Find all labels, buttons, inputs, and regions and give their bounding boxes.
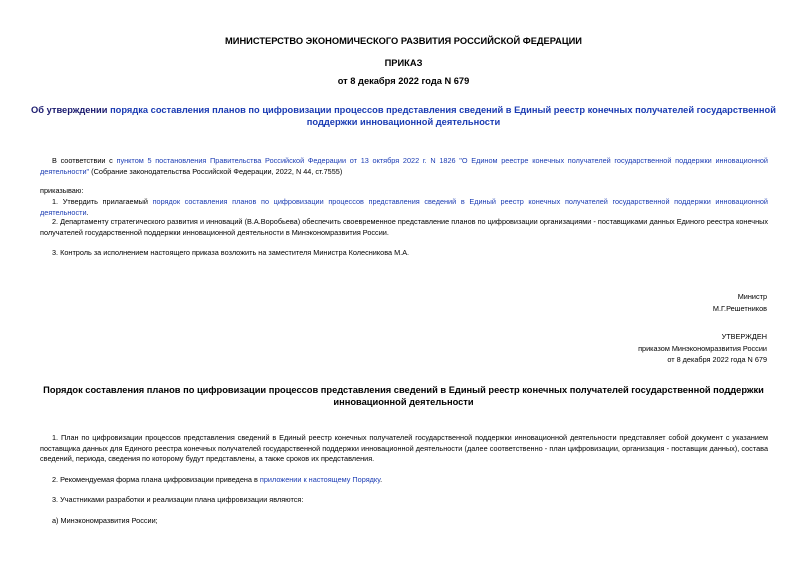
item-1-end: . <box>86 207 89 217</box>
order-p2-end: . <box>380 475 383 484</box>
item-1-link[interactable]: порядок составления планов по цифровизации процессов представления сведений в Единый реестр конечных получателей государственной поддержки инновационной деятельности <box>40 197 768 217</box>
signature-name: М.Г.Решетников <box>712 303 767 313</box>
order-paragraph-2 <box>40 475 768 486</box>
preamble-source: (Собрание законодательства Российской Федерации, 2022, N 44, ст.7555) <box>89 166 343 176</box>
approved-block <box>638 331 767 366</box>
approved-date: от 8 декабря 2022 года N 679 <box>667 355 767 364</box>
preamble-text: В соответствии с <box>52 156 117 165</box>
date-number-heading: от 8 декабря 2022 года N 679 <box>337 76 470 86</box>
preamble-link[interactable]: пунктом 5 постановления Правительства Российской Федерации от 13 октября 2022 г. N 1826 "О Едином реестре конечных получателей государственной поддержки инновационной деятельности" <box>40 156 769 176</box>
order-paragraph-3: 3. Участниками разработки и реализации плана цифровизации являются: <box>52 495 304 504</box>
item-3-paragraph: 3. Контроль за исполнением настоящего приказа возложить на заместителя Министра Колесникова М.А. <box>52 248 410 257</box>
order-title: Порядок составления планов по цифровизации процессов представления сведений в Единый реестр конечных получателей государственной поддержки инновационной деятельности <box>43 385 764 407</box>
approved-label: УТВЕРЖДЕН <box>721 332 767 341</box>
title-link[interactable]: порядка составления планов по цифровизации процессов представления сведений в Единый реестр конечных получателей государственной поддержки инновационной деятельности <box>110 105 776 127</box>
order-paragraph-1: 1. План по цифровизации процессов представления сведений в Единый реестр конечных получателей государственной поддержки инновационной деятельности представляет собой документ с указанием поставщика данных для Единого реестра конечных получателей государственной поддержки инновационной деятельности (далее соответственно - план цифровизации, организация - поставщик данных), состава сведений, периода, сведения по которому будут представлены, а также сроков их представления. <box>40 433 768 464</box>
signature-block <box>713 291 767 314</box>
item-1-text: 1. Утвердить прилагаемый <box>52 197 153 206</box>
item-1-paragraph <box>40 197 768 218</box>
title-prefix: Об утверждении <box>31 105 111 115</box>
preamble-paragraph <box>40 156 768 177</box>
order-p2-text: 2. Рекомендуемая форма плана цифровизации приведена в <box>52 475 260 484</box>
document-title <box>30 104 777 128</box>
doc-type-heading: ПРИКАЗ <box>384 58 423 68</box>
ministry-heading: МИНИСТЕРСТВО ЭКОНОМИЧЕСКОГО РАЗВИТИЯ РОССИЙСКОЙ ФЕДЕРАЦИИ <box>225 36 582 46</box>
prikazyvayu-text: приказываю: <box>40 186 84 195</box>
approved-by: приказом Минэкономразвития России <box>638 343 767 353</box>
order-paragraph-3a: а) Минэкономразвития России; <box>52 516 158 525</box>
order-p2-link[interactable]: приложении к настоящему Порядку <box>259 475 381 484</box>
item-2-paragraph: 2. Департаменту стратегического развития и инноваций (В.А.Воробьева) обеспечить своевременное представление планов по цифровизации организациями - поставщиками данных Единого реестра конечных получателей государственной поддержки инновационной деятельности в Минэкономразвития России. <box>40 217 768 237</box>
signature-position: Министр <box>737 292 767 301</box>
